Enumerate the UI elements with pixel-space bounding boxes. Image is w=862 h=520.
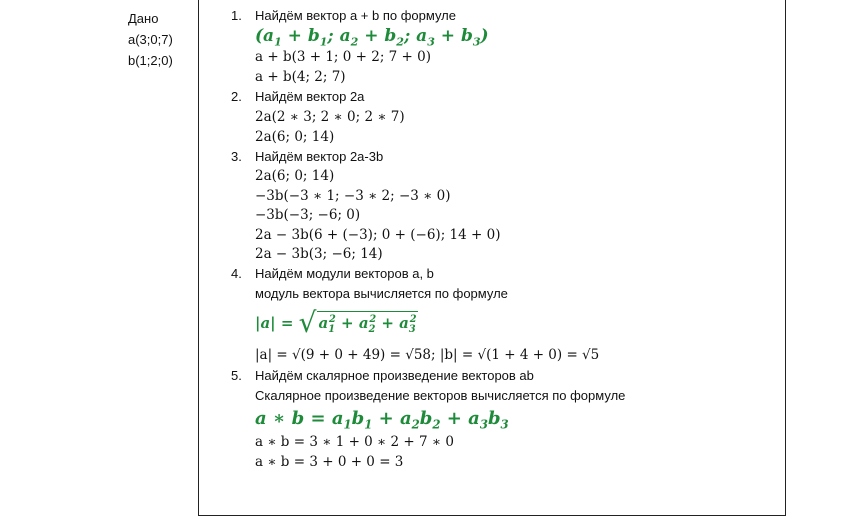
step-1-number: 1. [231,8,242,23]
solution-box [198,0,786,516]
step-2-heading: Найдём вектор 2a [255,89,365,104]
step-3-line-4: 2a − 3b(6 + (−3); 0 + (−6); 14 + 0) [255,227,501,243]
step-5-subheading: Скалярное произведение векторов вычисляется по формуле [255,388,626,403]
given-title: Дано [128,11,159,26]
step-2-line-1: 2a(2 ∗ 3; 2 ∗ 0; 2 ∗ 7) [255,109,405,125]
step-2-line-2: 2a(6; 0; 14) [255,129,335,145]
given-block [128,8,173,71]
step-4-subheading: модуль вектора вычисляется по формуле [255,286,508,301]
given-vector-b: b(1;2;0) [128,53,173,68]
step-1-line-2: a + b(4; 2; 7) [255,69,346,85]
step-3-line-1: 2a(6; 0; 14) [255,168,335,184]
step-3-line-5: 2a − 3b(3; −6; 14) [255,246,383,262]
step-3-line-3: −3b(−3; −6; 0) [255,207,361,223]
step-5-line-2: a ∗ b = 3 + 0 + 0 = 3 [255,454,404,470]
step-4-line-1: |a| = √(9 + 0 + 49) = √58; |b| = √(1 + 4 + 0) = √5 [255,347,600,363]
step-4-formula: |a| = √ $a_1^2 + a_2^2 + a_3^2$ [255,306,417,339]
step-3-number: 3. [231,149,242,164]
step-5-formula: a ∗ $b = a_1b_1 + a_2b_2 + a_3b_3$ [255,408,509,432]
step-2-number: 2. [231,89,242,104]
step-1-formula: ($a_1 + b_1$; $a_2 + b_2$; $a_3 + b_3$) [255,26,489,49]
step-3-heading: Найдём вектор 2a-3b [255,149,384,164]
step-5-line-1: a ∗ b = 3 ∗ 1 + 0 ∗ 2 + 7 ∗ 0 [255,434,454,450]
step-5-heading: Найдём скалярное произведение векторов ab [255,368,534,383]
step-5-number: 5. [231,368,242,383]
step-4-number: 4. [231,266,242,281]
step-3-line-2: −3b(−3 ∗ 1; −3 ∗ 2; −3 ∗ 0) [255,188,451,204]
step-1-heading: Найдём вектор a + b по формуле [255,8,456,23]
given-vector-a: a(3;0;7) [128,32,173,47]
step-1-line-1: a + b(3 + 1; 0 + 2; 7 + 0) [255,49,432,65]
step-4-heading: Найдём модули векторов a, b [255,266,434,281]
